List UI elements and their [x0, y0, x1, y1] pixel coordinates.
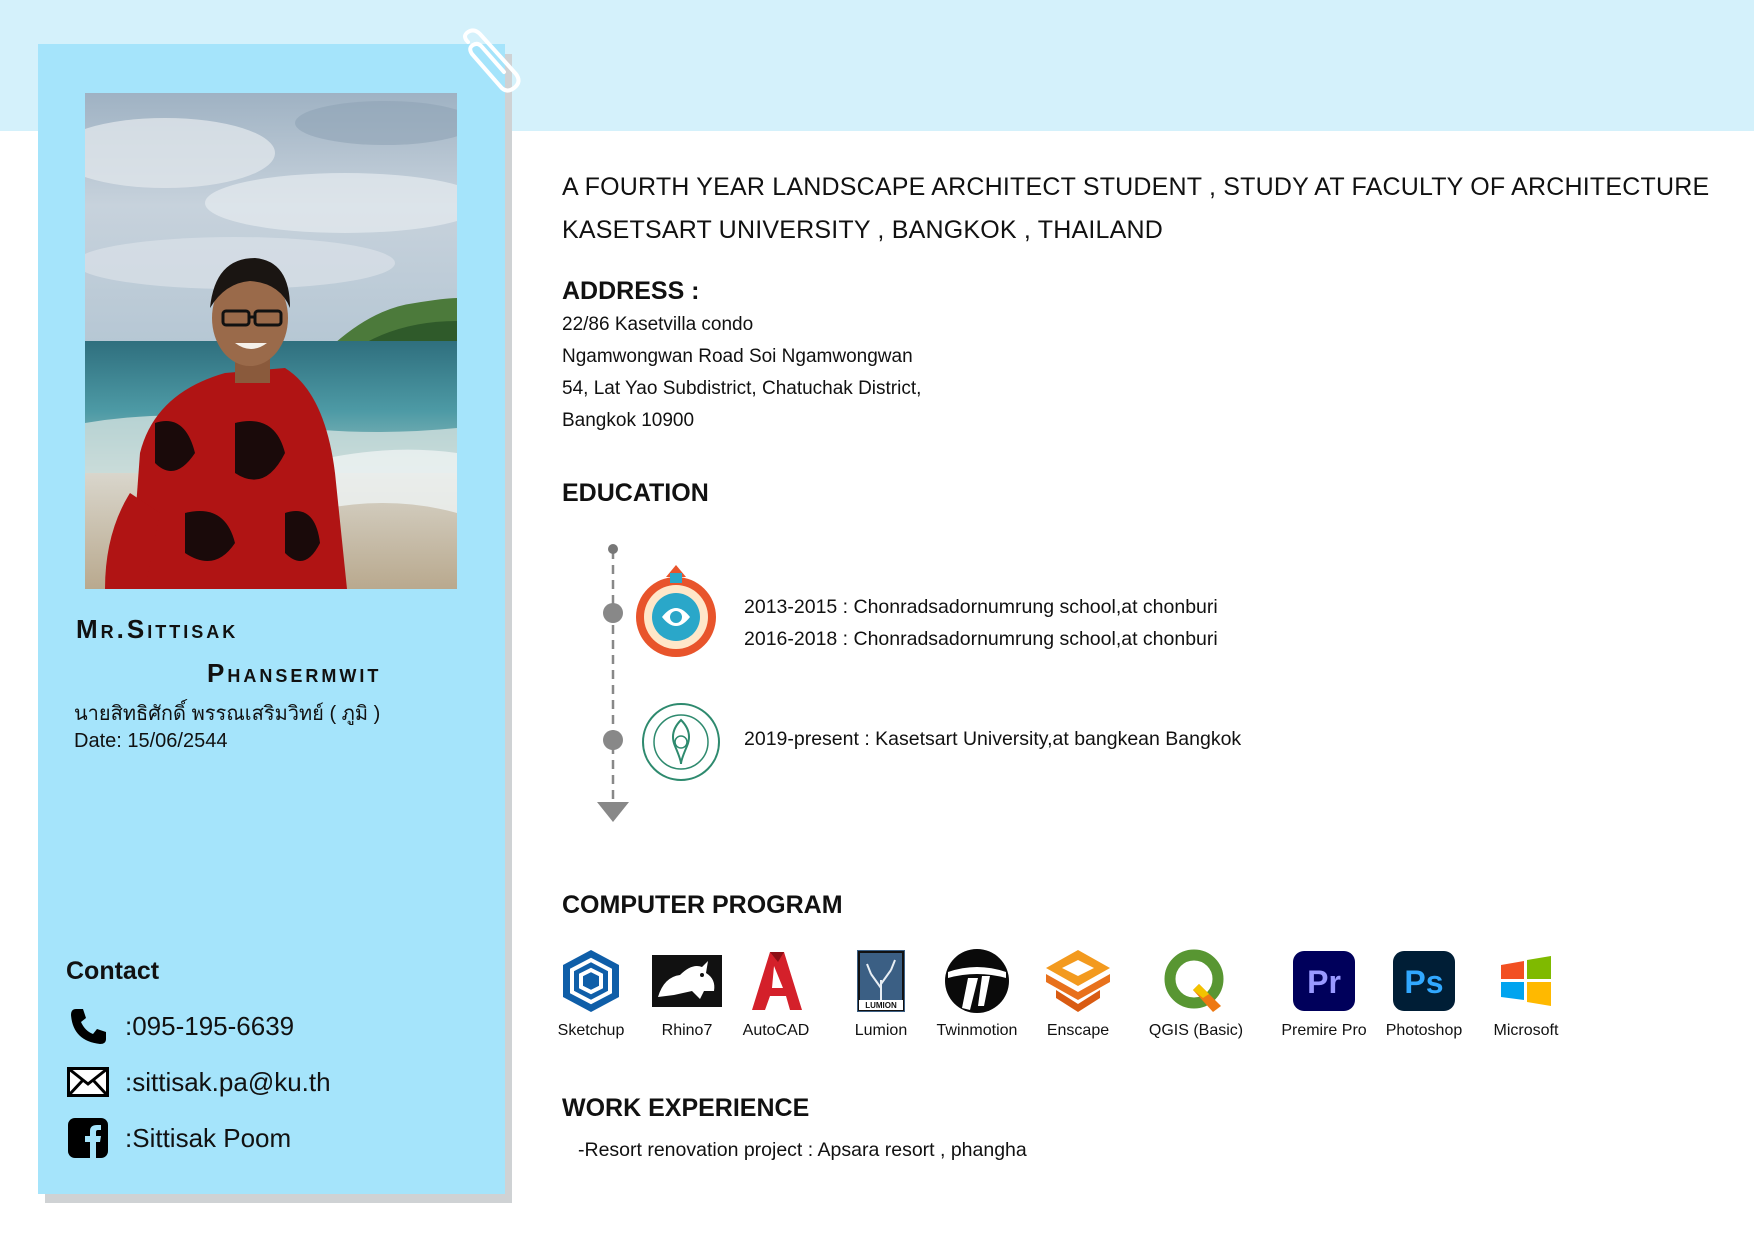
program-premiere [1274, 944, 1374, 1040]
mail-icon [66, 1060, 110, 1104]
headline-line1: A FOURTH YEAR LANDSCAPE ARCHITECT STUDENT , STUDY AT FACULTY OF ARCHITECTURE [562, 173, 1710, 201]
programs-title: COMPUTER PROGRAM [562, 891, 843, 919]
phone-icon [66, 1004, 110, 1048]
email-address: :sittisak.pa@ku.th [125, 1066, 331, 1097]
address-line: 22/86 Kasetvilla condo [562, 314, 754, 335]
program-label: Premire Pro [1281, 1022, 1367, 1039]
autocad-icon [726, 944, 826, 1018]
rhino-icon [637, 944, 737, 1018]
profile-card [38, 44, 505, 1194]
contact-email[interactable] [66, 1060, 331, 1104]
thai-name: นายสิทธิศักดิ์ พรรณเสริมวิทย์ ( ภูมิ ) [74, 703, 381, 725]
contact-title: Contact [66, 957, 160, 985]
program-enscape [1028, 944, 1128, 1040]
education-entry: 2013-2015 : Chonradsadornumrung school,at chonburi [744, 596, 1218, 618]
premiere-pro-icon [1274, 944, 1374, 1018]
photoshop-logo-text: Ps [1404, 964, 1444, 1000]
program-label: Sketchup [557, 1022, 625, 1039]
contact-facebook[interactable] [66, 1116, 291, 1160]
program-sketchup [541, 944, 641, 1040]
name-first: Mr.Sittisak [76, 614, 239, 644]
program-rhino [637, 944, 737, 1040]
program-autocad [726, 944, 826, 1040]
address-title: ADDRESS : [562, 277, 700, 305]
premiere-logo-text: Pr [1307, 964, 1341, 1000]
program-photoshop [1374, 944, 1474, 1040]
name-last: Phansermwit [207, 658, 382, 688]
facebook-name: :Sittisak Poom [125, 1122, 292, 1153]
school-emblem-icon [632, 563, 720, 663]
program-microsoft [1476, 944, 1576, 1040]
university-emblem-icon [641, 702, 721, 782]
phone-number: :095-195-6639 [125, 1010, 295, 1041]
program-label: QGIS (Basic) [1148, 1022, 1244, 1039]
facebook-icon [66, 1116, 110, 1160]
lumion-icon [831, 944, 931, 1018]
sketchup-icon [541, 944, 641, 1018]
address-line: 54, Lat Yao Subdistrict, Chatuchak District, [562, 378, 922, 399]
education-entry: 2019-present : Kasetsart University,at bangkean Bangkok [744, 728, 1242, 750]
lumion-logo-text: LUMION [865, 1001, 897, 1010]
education-title: EDUCATION [562, 479, 709, 507]
photoshop-icon [1374, 944, 1474, 1018]
address-line: Ngamwongwan Road Soi Ngamwongwan [562, 346, 913, 367]
profile-photo [85, 93, 457, 589]
microsoft-icon [1476, 944, 1576, 1018]
education-timeline [595, 540, 635, 825]
qgis-icon [1146, 944, 1246, 1018]
program-label: Rhino7 [661, 1022, 713, 1039]
program-label: AutoCAD [742, 1022, 810, 1039]
program-label: Twinmotion [936, 1022, 1018, 1039]
program-label: Microsoft [1493, 1022, 1559, 1039]
headline-line2: KASETSART UNIVERSITY , BANGKOK , THAILAND [562, 216, 1163, 244]
program-label: Photoshop [1385, 1022, 1463, 1039]
program-label: Lumion [854, 1022, 908, 1039]
education-entry: 2016-2018 : Chonradsadornumrung school,at chonburi [744, 628, 1218, 650]
twinmotion-icon [927, 944, 1027, 1018]
program-label: Enscape [1046, 1022, 1110, 1039]
work-title: WORK EXPERIENCE [562, 1094, 810, 1122]
paperclip-icon [458, 28, 524, 94]
enscape-icon [1028, 944, 1128, 1018]
date-of-birth: Date: 15/06/2544 [74, 730, 228, 752]
work-item: -Resort renovation project : Apsara resort , phangha [578, 1139, 1027, 1161]
program-twinmotion [927, 944, 1027, 1040]
contact-phone[interactable] [66, 1004, 294, 1048]
program-qgis [1146, 944, 1246, 1040]
address-line: Bangkok 10900 [562, 410, 695, 431]
program-lumion [831, 944, 931, 1040]
